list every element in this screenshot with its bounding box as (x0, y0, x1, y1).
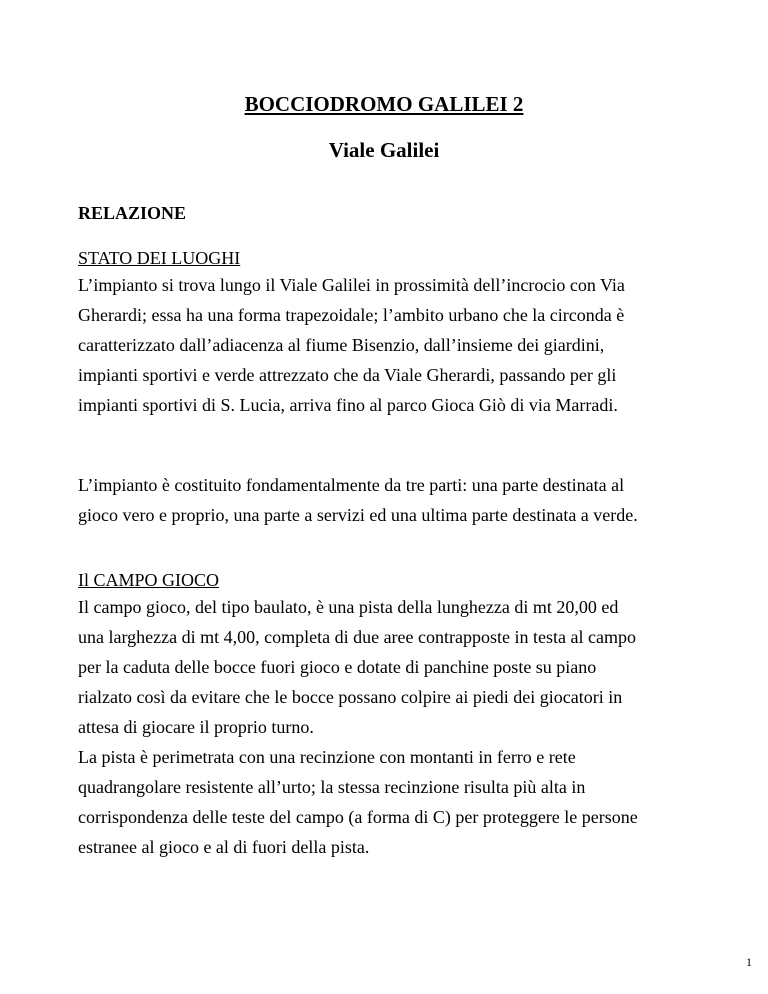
paragraph-line: La pista è perimetrata con una recinzione con montanti in ferro e rete (78, 747, 576, 767)
paragraph-line: caratterizzato dall’adiacenza al fiume Bisenzio, dall’insieme dei giardini, (78, 335, 605, 355)
paragraph-line: L’impianto si trova lungo il Viale Galilei in prossimità dell’incrocio con Via (78, 275, 625, 295)
campo-gioco-paragraph (78, 592, 718, 862)
campo-gioco-heading: Il CAMPO GIOCO (78, 570, 220, 590)
paragraph-line: Il campo gioco, del tipo baulato, è una pista della lunghezza di mt 20,00 ed (78, 597, 619, 617)
paragraph-line: gioco vero e proprio, una parte a servizi ed una ultima parte destinata a verde. (78, 505, 638, 525)
impianto-paragraph (78, 470, 718, 530)
stato-dei-luoghi-paragraph (78, 270, 718, 420)
document-title: BOCCIODROMO GALILEI 2 (244, 92, 524, 116)
paragraph-line: per la caduta delle bocce fuori gioco e dotate di panchine poste su piano (78, 657, 597, 677)
paragraph-line: una larghezza di mt 4,00, completa di due aree contrapposte in testa al campo (78, 627, 636, 647)
section-heading: RELAZIONE (78, 203, 187, 223)
paragraph-line: corrispondenza delle teste del campo (a forma di C) per proteggere le persone (78, 807, 638, 827)
paragraph-line: impianti sportivi di S. Lucia, arriva fino al parco Gioca Giò di via Marradi. (78, 395, 618, 415)
paragraph-line: estranee al gioco e al di fuori della pista. (78, 837, 370, 857)
paragraph-line: L’impianto è costituito fondamentalmente da tre parti: una parte destinata al (78, 475, 625, 495)
paragraph-line: Gherardi; essa ha una forma trapezoidale; l’ambito urbano che la circonda è (78, 305, 625, 325)
paragraph-line: attesa di giocare il proprio turno. (78, 717, 314, 737)
paragraph-line: impianti sportivi e verde attrezzato che da Viale Gherardi, passando per gli (78, 365, 617, 385)
paragraph-line: rialzato così da evitare che le bocce possano colpire ai piedi dei giocatori in (78, 687, 623, 707)
document-subtitle: Viale Galilei (328, 138, 440, 162)
paragraph-line: quadrangolare resistente all’urto; la stessa recinzione risulta più alta in (78, 777, 586, 797)
page-number: 1 (746, 955, 752, 969)
stato-dei-luoghi-heading: STATO DEI LUOGHI (78, 248, 241, 268)
